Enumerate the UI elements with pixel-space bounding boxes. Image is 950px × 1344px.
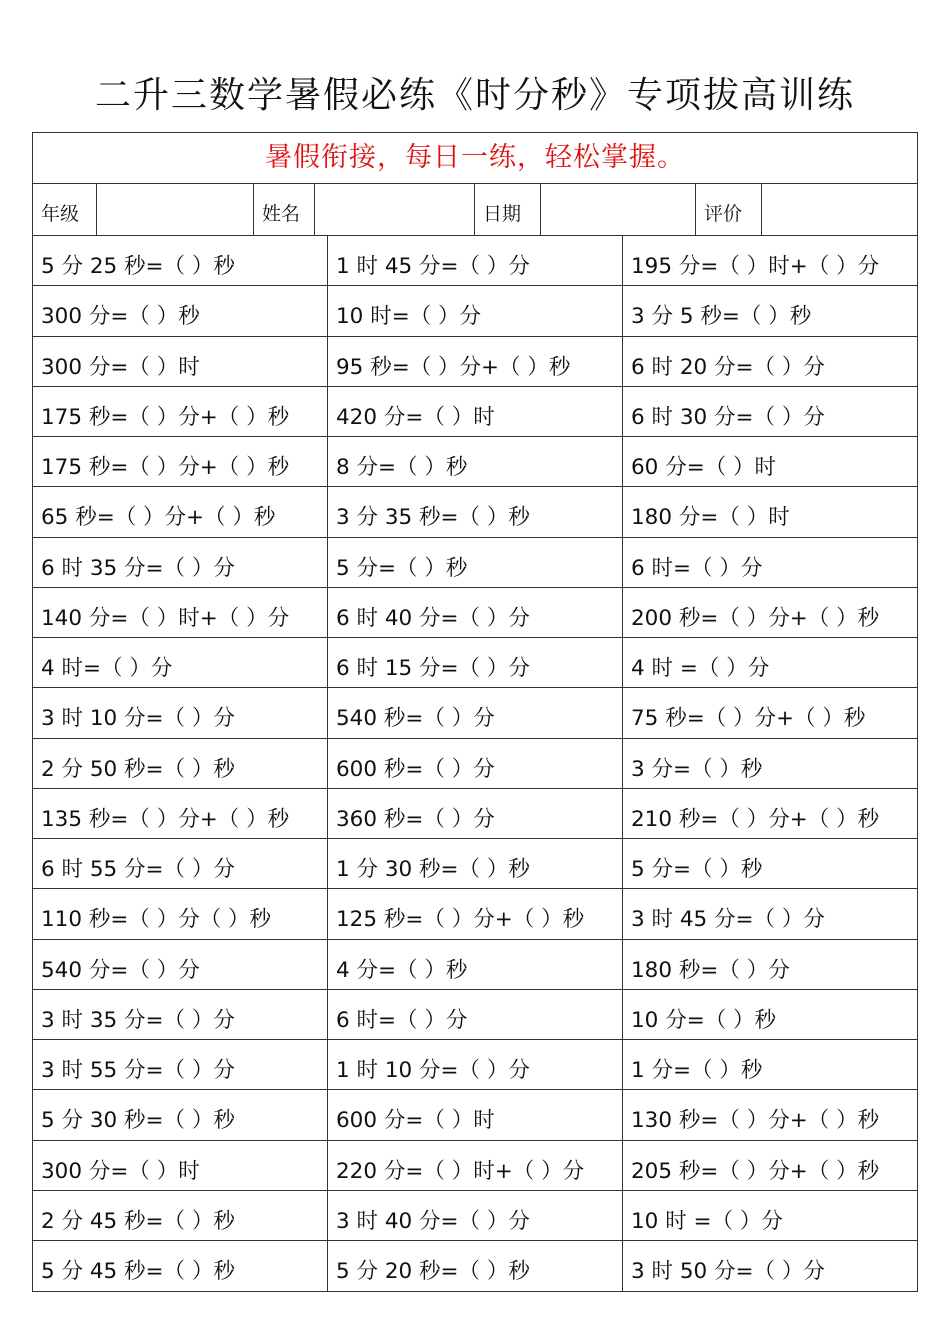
- problem-cell[interactable]: 180 分=（ ）时: [623, 487, 917, 537]
- problem-cell[interactable]: 6 时 55 分=（ ）分: [33, 839, 328, 889]
- date-field[interactable]: [541, 184, 696, 235]
- problem-cell[interactable]: 360 秒=（ ）分: [328, 789, 623, 839]
- problem-cell[interactable]: 540 秒=（ ）分: [328, 688, 623, 738]
- problem-cell[interactable]: 205 秒=（ ）分+（ ）秒: [623, 1141, 917, 1191]
- problem-cell[interactable]: 3 时 10 分=（ ）分: [33, 688, 328, 738]
- problem-grid: [33, 236, 917, 1291]
- problem-cell[interactable]: 180 秒=（ ）分: [623, 940, 917, 990]
- problem-cell[interactable]: 3 时 40 分=（ ）分: [328, 1191, 623, 1241]
- problem-cell[interactable]: 6 时 15 分=（ ）分: [328, 638, 623, 688]
- problem-cell[interactable]: 2 分 50 秒=（ ）秒: [33, 739, 328, 789]
- slogan-banner: 暑假衔接，每日一练，轻松掌握。: [33, 133, 917, 184]
- problem-cell[interactable]: 220 分=（ ）时+（ ）分: [328, 1141, 623, 1191]
- problem-cell[interactable]: 6 时=（ ）分: [328, 990, 623, 1040]
- problem-cell[interactable]: 5 分=（ ）秒: [328, 538, 623, 588]
- problem-cell[interactable]: 175 秒=（ ）分+（ ）秒: [33, 387, 328, 437]
- date-label: 日期: [475, 184, 541, 235]
- problem-cell[interactable]: 95 秒=（ ）分+（ ）秒: [328, 337, 623, 387]
- problem-cell[interactable]: 210 秒=（ ）分+（ ）秒: [623, 789, 917, 839]
- problem-cell[interactable]: 3 时 50 分=（ ）分: [631, 1259, 825, 1284]
- problem-cell[interactable]: 6 时 35 分=（ ）分: [33, 538, 328, 588]
- problem-cell[interactable]: 6 时 20 分=（ ）分: [623, 337, 917, 387]
- name-label: 姓名: [254, 184, 315, 235]
- student-info-row: [33, 184, 917, 236]
- worksheet-table: [32, 132, 918, 1292]
- problem-cell[interactable]: 75 秒=（ ）分+（ ）秒: [623, 688, 917, 738]
- problem-cell[interactable]: 130 秒=（ ）分+（ ）秒: [623, 1090, 917, 1140]
- problem-cell[interactable]: 4 时 =（ ）分: [623, 638, 917, 688]
- problem-cell[interactable]: 6 时 40 分=（ ）分: [328, 588, 623, 638]
- problem-cell[interactable]: 10 时 =（ ）分: [623, 1191, 917, 1241]
- problem-cell[interactable]: 300 分=（ ）时: [33, 337, 328, 387]
- problem-cell[interactable]: 135 秒=（ ）分+（ ）秒: [33, 789, 328, 839]
- page-title: 二升三数学暑假必练《时分秒》专项拔高训练: [94, 75, 855, 116]
- problem-cell[interactable]: 5 分 30 秒=（ ）秒: [33, 1090, 328, 1140]
- problem-cell[interactable]: 6 时 30 分=（ ）分: [623, 387, 917, 437]
- problem-cell[interactable]: 8 分=（ ）秒: [328, 437, 623, 487]
- problem-cell[interactable]: 4 分=（ ）秒: [328, 940, 623, 990]
- problem-cell[interactable]: 5 分 45 秒=（ ）秒: [33, 1241, 328, 1291]
- problem-cell[interactable]: 125 秒=（ ）分+（ ）秒: [328, 889, 623, 939]
- problem-cell[interactable]: 3 时 55 分=（ ）分: [33, 1040, 328, 1090]
- problem-cell[interactable]: 140 分=（ ）时+（ ）分: [33, 588, 328, 638]
- problem-cell[interactable]: 5 分 25 秒=（ ）秒: [33, 236, 328, 286]
- problem-cell[interactable]: 600 秒=（ ）分: [328, 739, 623, 789]
- problem-cell[interactable]: 3 时 35 分=（ ）分: [33, 990, 328, 1040]
- rating-label: 评价: [696, 184, 762, 235]
- problem-cell[interactable]: 110 秒=（ ）分（ ）秒: [33, 889, 328, 939]
- problem-cell[interactable]: 5 分 20 秒=（ ）秒: [328, 1241, 623, 1291]
- problem-cell[interactable]: 300 分=（ ）时: [33, 1141, 328, 1191]
- problem-cell[interactable]: 300 分=（ ）秒: [33, 286, 328, 336]
- grade-field[interactable]: [97, 184, 254, 235]
- problem-cell[interactable]: 3 分 35 秒=（ ）秒: [328, 487, 623, 537]
- problem-cell[interactable]: 175 秒=（ ）分+（ ）秒: [33, 437, 328, 487]
- problem-cell[interactable]: 10 时=（ ）分: [328, 286, 623, 336]
- problem-cell[interactable]: 60 分=（ ）时: [623, 437, 917, 487]
- problem-cell[interactable]: 5 分=（ ）秒: [623, 839, 917, 889]
- problem-cell[interactable]: 3 分=（ ）秒: [623, 739, 917, 789]
- problem-cell[interactable]: 1 分=（ ）秒: [623, 1040, 917, 1090]
- problem-cell[interactable]: 6 时=（ ）分: [623, 538, 917, 588]
- problem-cell[interactable]: 2 分 45 秒=（ ）秒: [33, 1191, 328, 1241]
- problem-cell[interactable]: 195 分=（ ）时+（ ）分: [623, 236, 917, 286]
- problem-cell[interactable]: 1 时 45 分=（ ）分: [328, 236, 623, 286]
- problem-cell[interactable]: 3 分 5 秒=（ ）秒: [623, 286, 917, 336]
- problem-cell[interactable]: 10 分=（ ）秒: [623, 990, 917, 1040]
- problem-cell[interactable]: 600 分=（ ）时: [328, 1090, 623, 1140]
- problem-cell[interactable]: 4 时=（ ）分: [33, 638, 328, 688]
- rating-field[interactable]: [762, 184, 917, 235]
- problem-cell[interactable]: 65 秒=（ ）分+（ ）秒: [33, 487, 328, 537]
- problem-cell[interactable]: 1 分 30 秒=（ ）秒: [328, 839, 623, 889]
- name-field[interactable]: [315, 184, 475, 235]
- problem-cell[interactable]: 1 时 10 分=（ ）分: [328, 1040, 623, 1090]
- problem-cell[interactable]: 200 秒=（ ）分+（ ）秒: [623, 588, 917, 638]
- problem-cell[interactable]: 420 分=（ ）时: [328, 387, 623, 437]
- grade-label: 年级: [33, 184, 97, 235]
- problem-cell[interactable]: 3 时 45 分=（ ）分: [623, 889, 917, 939]
- problem-cell[interactable]: 540 分=（ ）分: [33, 940, 328, 990]
